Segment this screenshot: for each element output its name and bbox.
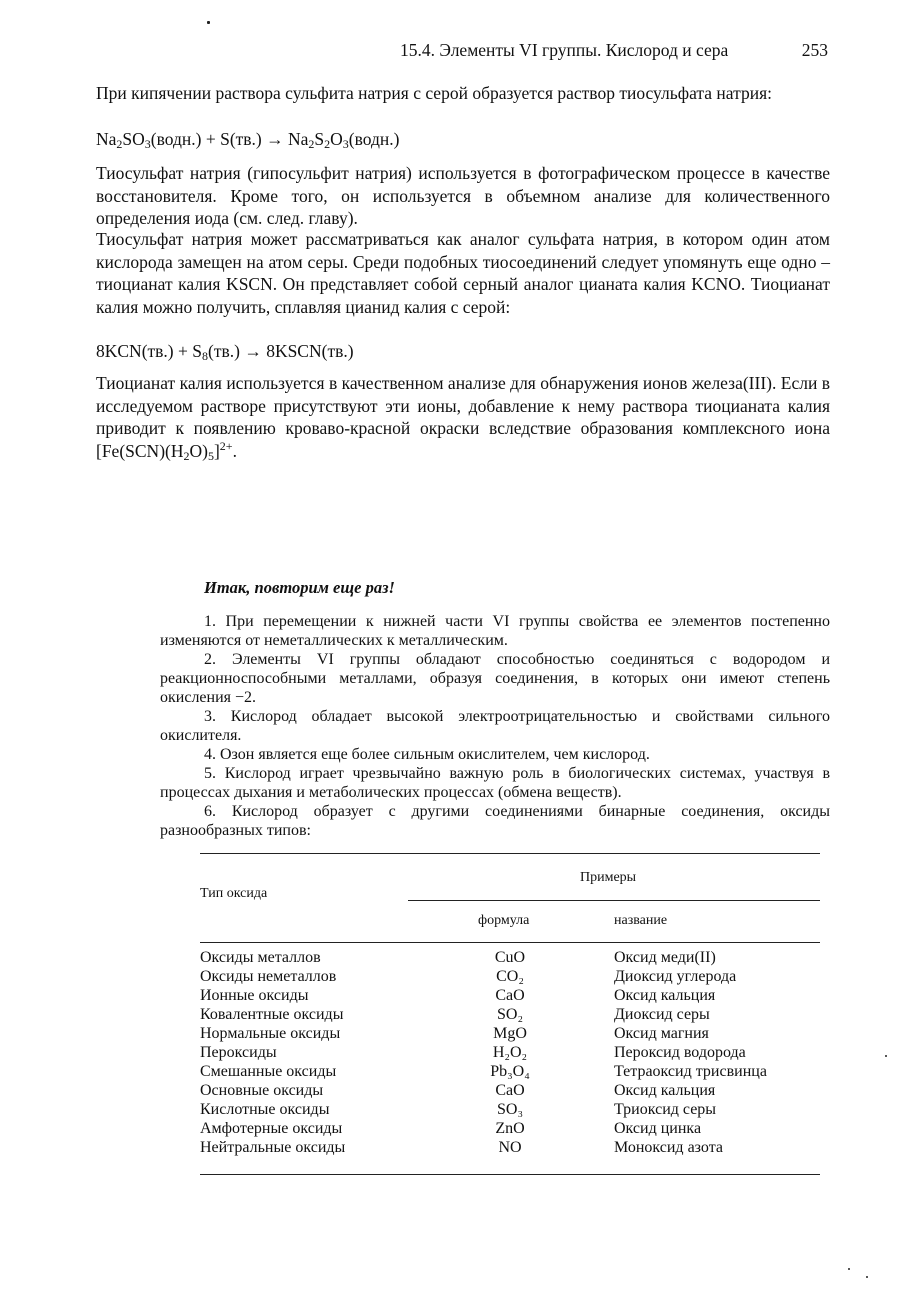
cell-type: Нормальные оксиды — [200, 1025, 341, 1042]
table-row — [200, 1081, 820, 1100]
equation-kscn — [96, 340, 354, 362]
eq-text: (тв.) → 8KSCN(тв.) — [208, 341, 354, 361]
cell-type: Нейтральные оксиды — [200, 1139, 346, 1156]
cell-formula: CuO — [494, 949, 526, 966]
cell-name: Диоксид углерода — [614, 968, 737, 985]
eq-text: S — [314, 129, 325, 149]
table-row — [200, 1138, 820, 1157]
summary-item: 1. При перемещении к нижней части VI группы свойства ее элементов постепенно изменяются от неметаллических к металлическим. — [160, 613, 830, 649]
paragraph-thiosulfate-use — [96, 162, 830, 230]
cell-type: Амфотерные оксиды — [200, 1120, 343, 1137]
summary-title: Итак, повторим еще раз! — [204, 578, 395, 597]
cell-type: Пероксиды — [200, 1044, 277, 1061]
table-row — [200, 967, 820, 986]
eq-subscript: 2 — [308, 137, 315, 151]
running-head — [400, 40, 828, 61]
table-row — [200, 1005, 820, 1024]
cell-formula: H₂O₂ — [492, 1044, 528, 1061]
cell-formula: Pb₃O₄ — [490, 1063, 530, 1080]
page-number: 253 — [801, 40, 828, 60]
summary-list — [160, 612, 830, 840]
summary-item: 4. Озон является еще более сильным окислителем, чем кислород. — [204, 746, 650, 763]
cell-formula: MgO — [493, 1025, 527, 1042]
table-row — [200, 1062, 820, 1081]
header-formula: формула — [478, 913, 530, 928]
eq-subscript: 3 — [144, 137, 151, 151]
cell-formula: SO₂ — [496, 1006, 524, 1023]
eq-text: Na — [96, 129, 117, 149]
scan-speck — [885, 1055, 887, 1057]
eq-text: (водн.) + S(тв.) → Na — [150, 129, 309, 149]
cell-name: Оксид кальция — [614, 987, 716, 1004]
table-row — [200, 986, 820, 1005]
paragraph-text: O) — [189, 440, 208, 461]
cell-name: Пероксид водорода — [614, 1044, 746, 1061]
cell-type: Кислотные оксиды — [200, 1101, 330, 1118]
table-mid-rule — [408, 900, 820, 901]
paragraph-text: Тиосульфат натрия (гипосульфит натрия) используется в фотографическом процессе в качестве восстановителя. Кроме того, он используется в объемном анализе для количественного определения иода (см. след. главу). — [96, 163, 830, 228]
eq-subscript: 2 — [324, 137, 331, 151]
header-examples: Примеры — [580, 870, 637, 885]
cell-type: Ковалентные оксиды — [200, 1006, 344, 1023]
table-header-rule — [200, 942, 820, 943]
cell-name: Оксид кальция — [614, 1082, 716, 1099]
table-row — [200, 1100, 820, 1119]
header-name: название — [614, 913, 668, 928]
table-row — [200, 948, 820, 967]
scan-speck — [866, 1276, 868, 1278]
paragraph-text: Тиосульфат натрия может рассматриваться как аналог сульфата натрия, в котором один атом кислорода замещен на атом серы. Среди подобных тиосоединений следует упомянуть еще одно – тиоцианат калия KSCN. Он представляет собой серный аналог цианата калия KCNO. Тиоцианат калия можно получить, сплавляя цианид калия с серой: — [96, 229, 830, 317]
superscript: 2+ — [219, 438, 233, 453]
table-row — [200, 1043, 820, 1062]
cell-type: Смешанные оксиды — [200, 1063, 337, 1080]
cell-type: Ионные оксиды — [200, 987, 309, 1004]
eq-text: 8KCN(тв.) + S — [96, 341, 202, 361]
table-row — [200, 1119, 820, 1138]
cell-formula: ZnO — [495, 1120, 525, 1137]
cell-name: Оксид магния — [614, 1025, 709, 1042]
cell-formula: NO — [498, 1139, 522, 1156]
cell-name: Оксид меди(II) — [614, 949, 716, 966]
cell-type: Основные оксиды — [200, 1082, 324, 1099]
paragraph-text: Тиоцианат калия используется в качественном анализе для обнаружения ионов железа(III). Если в исследуемом растворе присутствуют эти ионы, добавление к нему раствора тиоцианата калия приводит к появлению кроваво-красной окраски вследствие образования комплексного иона [Fe(SCN)(H — [96, 373, 830, 461]
cell-name: Диоксид серы — [614, 1006, 710, 1023]
cell-name: Оксид цинка — [614, 1120, 702, 1137]
eq-subscript: 2 — [116, 137, 123, 151]
paragraph-iron-detection — [96, 372, 830, 462]
paragraph-sulfite-boiling — [96, 82, 830, 105]
table-row — [200, 1024, 820, 1043]
section-title: 15.4. Элементы VI группы. Кислород и сера — [400, 40, 729, 60]
scan-speck — [848, 1268, 850, 1270]
paragraph-thiocyanate — [96, 228, 830, 318]
summary-item: 3. Кислород обладает высокой электроотрицательностью и свойствами сильного окислителя. — [160, 708, 830, 744]
table-top-rule — [200, 853, 820, 854]
cell-type: Оксиды металлов — [200, 949, 321, 966]
subscript: 2 — [183, 448, 190, 463]
cell-formula: CO₂ — [496, 968, 524, 985]
scan-speck — [207, 21, 210, 24]
paragraph-text: ] — [213, 440, 220, 461]
paragraph-text: При кипячении раствора сульфита натрия с серой образуется раствор тиосульфата натрия: — [96, 83, 772, 103]
equation-thiosulfate — [96, 128, 400, 150]
summary-item: 2. Элементы VI группы обладают способностью соединяться с водородом и реакционноспособными металлами, образуя соединения, в которых они имеют степень окисления −2. — [160, 651, 830, 706]
cell-formula: CaO — [495, 987, 525, 1004]
summary-item: 6. Кислород образует с другими соединениями бинарные соединения, оксиды разнообразных типов: — [160, 803, 830, 839]
cell-formula: SO₃ — [496, 1101, 524, 1118]
cell-formula: CaO — [495, 1082, 525, 1099]
table-bottom-rule — [200, 1174, 820, 1175]
subscript: 5 — [207, 448, 214, 463]
cell-type: Оксиды неметаллов — [200, 968, 337, 985]
eq-subscript: 8 — [202, 349, 208, 363]
summary-item: 5. Кислород играет чрезвычайно важную роль в биологических системах, участвуя в процессах дыхания и метаболических процессах (обмена веществ). — [160, 765, 830, 801]
cell-name: Триоксид серы — [614, 1101, 717, 1118]
eq-text: (водн.) — [348, 129, 400, 149]
cell-name: Тетраоксид трисвинца — [614, 1063, 767, 1080]
paragraph-text: . — [232, 440, 237, 461]
eq-subscript: 3 — [342, 137, 349, 151]
eq-text: O — [330, 129, 343, 149]
cell-name: Моноксид азота — [614, 1139, 723, 1156]
eq-text: SO — [122, 129, 145, 149]
header-type: Тип оксида — [200, 886, 268, 901]
